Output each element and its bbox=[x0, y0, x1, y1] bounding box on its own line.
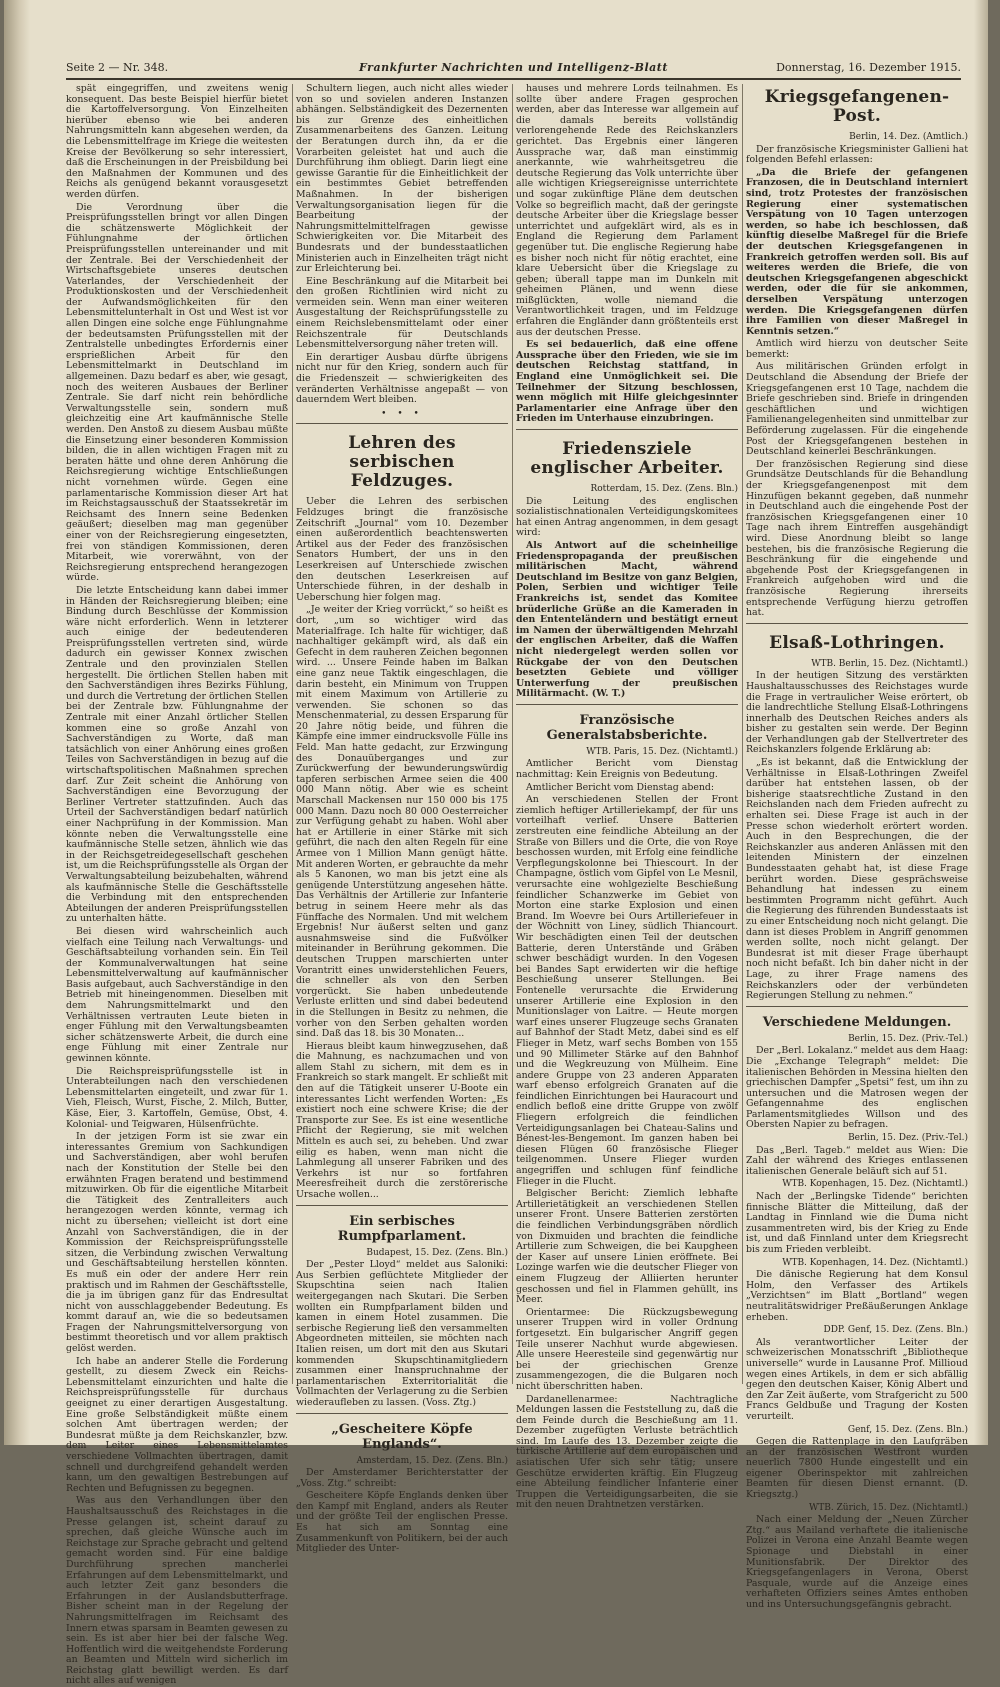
column-2 bbox=[296, 83, 508, 1555]
section-rule bbox=[296, 423, 508, 424]
article-paragraph: Dardanellenarmee: Nachtragliche Meldungen lassen die Feststellung zu, daß die dem Feinde durch die Beschießung am 11. Dezember zugefügten Verluste beträchtlich sind. Im Laufe des 13. Dezember zeigte die türkische Artillerie auf dem europäischen und asiatischen Ufer sich sehr tätig; unsere Geschütze erwiderten kräftig. Ein Flugzeug eine Abteilung feindlicher Infanterie einer Truppen die Verteidigungsarbeiten, die sie mit den neuen Drahtnetzen verstärken. bbox=[516, 1393, 738, 1511]
article-paragraph: Die dänische Regierung hat dem Konsul Holm, den Verfasser des Artikels „Verzichtsen“ im Blatt „Bortland“ wegen neutralitätswidriger Preßäußerungen Anklage erheben. bbox=[746, 1269, 968, 1323]
article-paragraph: Nach der „Berlingske Tidende“ berichten finnische Blätter die Mitteilung, daß der Landtag in Finnland wie die Duma nicht zusammentreten wird, bis der Krieg zu Ende ist, und daß Finnland unter dem Kriegsrecht bis zum Frieden verbleibt. bbox=[746, 1191, 968, 1255]
column-rule bbox=[512, 84, 513, 1384]
dateline: WTB. Kopenhagen, 15. Dez. (Nichtamtl.) bbox=[782, 1179, 968, 1190]
article-paragraph: In der heutigen Sitzung des verstärkten Haushaltausschusses des Reichstages wurde die Frage in vertraulicher Weise erörtert, ob die landrechtliche Stellung Elsaß-Lothringens innerhalb des Deutschen Reiches anders als bisher zu gestalten sein werde. Der Beginn der Verhandlungen gab der Stellvertreter des Reichskanzlers folgende Erklärung ab: bbox=[746, 670, 968, 756]
dateline: WTB. Kopenhagen, 14. Dez. (Nichtamtl.) bbox=[782, 1257, 968, 1268]
article-paragraph: „Es ist bekannt, daß die Entwicklung der Verhältnisse in Elsaß-Lothringen Zweifel darüber hat entstehen lassen, ob der bisherige staatsrechtliche Zustand in den Reichslanden nach dem Frieden aufrecht zu erhalten sei. Diese Frage ist auch in der Presse schon wiederholt erörtert worden. Auch in den Besprechungen, die der Reichskanzler aus anderen Anlässen mit den leitenden Ministern der einzelnen Bundesstaaten gehabt hat, ist diese Frage berührt worden. Diese gesprächsweise Behandlung hat indessen zu einem bestimmten Programm nicht geführt. Auch die Regierung des führenden Bundesstaats ist zu einer Entscheidung noch nicht gelangt. Die dann ist dieses Problem in Angriff genommen werden sollte, noch nicht gelangt. Der Bundesrat ist mit dieser Frage überhaupt noch nicht befaßt. Ich bin daher nicht in der Lage, zu ihrer Frage namens des Reichskanzlers oder der verbündeten Regierungen Stellung zu nehmen.“ bbox=[746, 757, 968, 1002]
article-paragraph: Schultern liegen, auch nicht alles wieder von so und sovielen anderen Instanzen abhängen. Selbständigkeit des Dezernenten bis zur Grenze des einheitlichen Zusammenarbeitens des Ganzen. Leitung der Beratungen durch ihn, da er die Vorarbeiten geleistet hat und auch die Durchführung ihm obliegt. Darin liegt eine gewisse Garantie für die Einheitlichkeit der ein bestimmtes Gebiet betreffenden Maßnahmen. In der bisherigen Verwaltungsorganisation liegen für die Bearbeitung der Nahrungsmittelmittelfragen gewisse Schwierigkeiten vor. Die Mitarbeit des Bundesrats und der bundesstaatlichen Ministerien auch in Einzelheiten trägt nicht zur Erleichterung bei. bbox=[296, 83, 508, 275]
dateline: WTB. Berlin, 15. Dez. (Nichtamtl.) bbox=[811, 658, 968, 669]
article-paragraph: Die letzte Entscheidung kann dabei immer in Händen der Reichsregierung bleiben; eine Bindung durch Beschlüsse der Kommission wäre nicht erforderlich. Wenn in letzterer auch einige der bedeutenderen Preisprüfungsstellen vertreten sind, würde dadurch ein gewisser Konnex zwischen Zentrale und den provinzialen Stellen hergestellt. Die örtlichen Stellen haben mit den Sachverständigen ihres Bezirks Fühlung, und durch die Vertretung der örtlichen Stellen bei der Zentrale bzw. Fühlungnahme der Zentrale mit einer Anzahl örtlicher Stellen kommen eine so große Anzahl von Sachverständigen zu Worte, daß man tatsächlich von einer Anhörung eines großen Teiles von Sachverständigen in bezug auf die wirtschaftspolitischen Maßnahmen sprechen darf. Zur Zeit scheint die Anhörung von Sachverständigen eine Bevorzugung der Berliner Vertreter stattzufinden. Auch das Urteil der Sachverständigen bedarf natürlich einer Nachprüfung in der Kommission. Man könnte neben die Verwaltungsstelle eine kaufmännische Stelle setzen, ähnlich wie das in der Reichsgetreidegesellschaft geschehen ist, um die Reichsprüfungsstelle als Organ der Verwaltungsabteilung beizubehalten, während als kaufmännische Stelle die Geschäftsstelle die Verbindung mit den entsprechenden Abteilungen der anderen Preisprüfungsstellen zu unterhalten hätte. bbox=[66, 584, 289, 925]
news-item bbox=[746, 1179, 968, 1255]
article-paragraph: spät eingegriffen, und zweitens wenig konsequent. Das beste Beispiel hierfür bietet die Kartoffelversorgung. Von Einzelheiten hierüber ebenso wie bei anderen Nahrungsmitteln kann abgesehen werden, da die Lebensmittelfrage im Kriege die weitesten Kreise der Bevölkerung so sehr interessiert, daß die Erscheinungen in der Preisbildung bei den Maßnahmen der Kommunen und des Reichs als genügend bekannt vorausgesetzt werden dürfen. bbox=[66, 83, 288, 200]
article-paragraph: Die Reichspreisprüfungsstelle ist in Unterabteilungen nach den verschiedenen Lebensmittelarten eingeteilt, und zwar für 1. Vieh, Fleisch, Wurst, Fische, 2. Milch, Butter, Käse, Eier, 3. Kartoffeln, Gemüse, Obst, 4. Kolonial- und Teigwaren, Hülsenfrüchte. bbox=[66, 1065, 288, 1130]
news-item bbox=[746, 1034, 968, 1131]
article-paragraph: Amtlicher Bericht vom Dienstag nachmittag: Kein Ereignis von Bedeutung. bbox=[516, 758, 738, 781]
masthead-title: Frankfurter Nachrichten und Intelligenz-Blatt bbox=[359, 61, 668, 74]
dateline: Berlin, 15. Dez. (Priv.-Tel.) bbox=[848, 1033, 968, 1044]
dateline: WTB. Paris, 15. Dez. (Nichtamtl.) bbox=[586, 746, 738, 757]
headline-friedensziele: Friedensziele englischer Arbeiter. bbox=[530, 439, 724, 478]
headline-verschiedene-meldungen: Verschiedene Meldungen. bbox=[762, 1014, 952, 1030]
page-number: Seite 2 — Nr. 348. bbox=[66, 61, 169, 74]
article-paragraph: Die Verordnung über die Preisprüfungsstellen bringt vor allen Dingen die schätzenswerte Möglichkeit der Fühlungnahme der örtlichen Preisprüfungsstellen untereinander und mit der Zentrale. Bei der Verschiedenheit der Wirtschaftsgebiete unseres deutschen Vaterlandes, der Verschiedenheit der Produktionskosten und der Verschiedenheit der Aufwandsmöglichkeiten für den Lebensmittelunterhalt in Ost und West ist vor allen Dingen eine solche enge Fühlungnahme der bedeutsamsten Prüfungsstellen mit der Zentralstelle unbedingtes Erfordernis einer ersprießlichen Arbeit für den Lebensmittelmarkt in Deutschland im allgemeinen. Dazu bedarf es aber, wie gesagt, noch des weiteren Ausbaues der Berliner Zentrale. Sie darf nicht rein behördliche Verwaltungsstelle sein, sondern muß gleichzeitig eine Art kaufmännische Stelle werden. Den Anstoß zu diesem Ausbau müßte die Einsetzung einer besonderen Kommission bilden, die in allen wichtigen Fragen mit zu beraten hätte und ohne deren Anhörung die Reichsregierung wichtige Entschließungen nicht vornehmen würde. Gegen eine parlamentarische Kommission dieser Art hat im Reichstagsausschuß der Staatssekretär im Reichsamt des Innern seine Bedenken geäußert; dieselben mag man gegenüber einer von der Reichsregierung eingesetzten, frei von ständigen Kommissionen, deren Mitarbeit, wie vorerwähnt, von der Reichsregierung entsprechend herangezogen würde. bbox=[66, 201, 288, 584]
article-paragraph: „Je weiter der Krieg vorrückt,“ so heißt es dort, „um so wichtiger wird das Materialfrage. Ich halte für wichtiger, daß nachhaltiger gekämpft wird, als daß ein Gefecht in dem rauheren Zeichen begonnen wird. ... Unsere Feinde haben im Balkan eine ganz neue Taktik eingeschlagen, die darin besteht, ein Minimum von Truppen mit einem Maximum von Artillerie zu verwenden. Sie schonen so das Menschenmaterial, zu dessen Ersparung für 20 Jahre nötig beide, und führen die Kämpfe eine immer eindrucksvolle Fülle ins Feld. Man hatte gedacht, zur Erzwingung des Donauüberganges und zur Zurückwerfung der bewunderungswürdig tapferen serbischen Armee seien die 400 000 Mann nötig. Aber wie es scheint Marschall Mackensen nur 150 000 bis 175 000 Mann. Dazu noch 80 000 Oesterreicher zur Verfügung gehabt zu haben. Wohl aber hat er Artillerie in einer Stärke mit sich geführt, die nach den alten Regeln für eine Armee von 1 Million Mann genügt hätte. Mit anderen Worten, er gebrauchte da mehr als 5 Kanonen, wo man bis jetzt eine als genügende Unterstützung angesehen hätte. Das Verhältnis der Artillerie zur Infanterie betrug in seinem Heere mehr als das Fünffache des Normalen. Und mit welchem Ergebnis! Nur äußerst selten und ganz ausnahmsweise sind die Fußvölker miteinander in Berührung gekommen. Die deutschen Truppen marschierten unter Vorantritt eines unwiderstehlichen Feuers, die schneller als von den Serben vorgerückt. Sie haben unbedeutende Verluste erlitten und sind dabei bedeutend in die Stellungen in Besitz zu nehmen, die vorher von den Serben gehalten worden sind. Daß das 18. bis 30 Monaten... bbox=[296, 604, 508, 1040]
article-paragraph: Orientarmee: Die Rückzugsbewegung unserer Truppen wird in voller Ordnung fortgesetzt. Ein bulgarischer Angriff gegen Teile unserer Nachhut wurde abgewiesen. Alle unsere Heeresteile sind gegenwärtig nur bei der griechischen Grenze zusammengezogen, die die Bulgaren noch nicht überschritten haben. bbox=[516, 1306, 738, 1392]
article-paragraph: Ueber die Lehren des serbischen Feldzuges bringt die französische Zeitschrift „Journal“ vom 10. Dezember einen außerordentlich beachtenswerten Artikel aus der Feder des französischen Senators Humbert, der uns in den Leserkreisen auf Unterschiede zwischen den deutschen Leserkreisen auf Unterschiede führen, in der deshalb in Ueberschung hier folgen mag. bbox=[296, 496, 508, 603]
article-paragraph: „Da die Briefe der gefangenen Franzosen, die in Deutschland interniert sind, trotz Protestes der französischen Regierung einer systematischen Verspätung von 10 Tagen unterzogen werden, so habe ich beschlossen, daß künftig dieselbe Maßregel für die Briefe der deutschen Kriegsgefangenen in Frankreich getroffen werden soll. Bis auf weiteres werden die Briefe, die von deutschen Kriegsgefangenen abgeschickt werden, oder die für sie ankommen, derselben Verspätung unterzogen werden. Die Kriegsgefangenen dürfen ihre Familien von dieser Maßregel in Kenntnis setzen.“ bbox=[746, 166, 968, 337]
column-3 bbox=[516, 83, 738, 1511]
article-paragraph: hauses und mehrere Lords teilnahmen. Es sollte über andere Fragen gesprochen werden, aber das Interesse war allgemein auf die damals bereits vollständig verlorengehende Rede des Reichskanzlers gerichtet. Das Ergebnis einer längeren Aussprache war, daß man einstimmig anerkannte, wie wahrheitsgetreu die deutsche Regierung das Volk unterrichte über alle wichtigen Kriegsereignisse unterrichtete und sogar zukünftige Pläne dem deutschen Volke so begreiflich macht, daß der geringste deutsche Arbeiter über die Kriegslage besser unterrichtet und aufgeklärt wird, als es in England die Regierung dem Parlament gegenüber tut. Die englische Regierung habe es bisher noch nicht für nötig erachtet, eine klare Uebersicht über die Kriegslage zu geben; überall tappe man im Dunkeln mit geheimen Plänen, und wenn diese mißglückten, wolle niemand die Verantwortlichkeit tragen, und im Feldzuge erfahren die Engländer dann größtenteils erst aus der deutschen Presse. bbox=[516, 83, 738, 338]
article-paragraph: Der „Pester Lloyd“ meldet aus Saloniki: Aus Serbien geflüchtete Mitglieder der Skupschtina seien nach Italien weitergegangen nach Skutari. Die Serben wollten ein Rumpfparlament bilden und kamen in einem Hotel zusammen. Die serbische Regierung ließ den versammelten Abgeordneten mitteilen, sie möchten nach Italien reisen, um dort mit den aus Skutari kommenden Skupschtinamitgliedern zusammen einer Inanspruchnahme der parlamentarischen Exterritorialität die Vollmachten der Verlagerung zu die Serbien wiederaufleben zu lassen. (Voss. Ztg.) bbox=[296, 1259, 508, 1408]
section-rule bbox=[296, 1205, 508, 1206]
column-rule bbox=[742, 84, 743, 1384]
news-item bbox=[746, 1425, 968, 1501]
section-rule bbox=[516, 429, 738, 430]
article-paragraph: Der „Berl. Lokalanz.“ meldet aus dem Haag: Die „Exchange Telegraph“ meldet: Die italienischen Behörden in Messina hielten den griechischen Dampfer „Spetsi“ fest, um ihn zu untersuchen und die Matrosen wegen der Gefangennahme des englischen Parlamentsmitgliedes Willson und des Obersten Napier zu befragen. bbox=[746, 1045, 968, 1131]
page-spine bbox=[4, 0, 30, 1445]
section-rule bbox=[746, 623, 968, 624]
headline-feldzug: Lehren des serbischen Feldzuges. bbox=[348, 433, 456, 492]
article-paragraph: Eine Beschränkung auf die Mitarbeit bei den großen Richtlinien wird nicht zu vermeiden sein. Wenn man einer weiteren Ausgestaltung der Reichsprüfungsstelle zu einem Reichslebensmittelamt oder einer Reichszentrale für Deutschlands Lebensmittelversorgung näher treten will. bbox=[296, 275, 508, 351]
section-rule bbox=[746, 1006, 968, 1007]
article-paragraph: Nach einer Meldung der „Neuen Zürcher Ztg.“ aus Mailand verhaftete die italienische Polizei in Verona eine Anzahl Beamte wegen Spionage und Diebstahl in einer Munitionsfabrik. Der Direktor des Kriegsgefangenlagers in Verona, Oberst Pasquale, wurde auf die Anzeige eines verhafteten Offiziers seines Amtes enthoben und ins Untersuchungsgefängnis gebracht. bbox=[746, 1514, 968, 1610]
dateline: Amsterdam, 15. Dez. (Zens. Bln.) bbox=[356, 1455, 508, 1466]
headline-koepfe: „Gescheitere Köpfe Englands“. bbox=[331, 1421, 473, 1452]
dateline: Berlin, 14. Dez. (Amtlich.) bbox=[849, 132, 968, 142]
news-item bbox=[746, 1133, 968, 1177]
article-paragraph: Der Amsterdamer Berichterstatter der „Voss. Ztg.“ schreibt: bbox=[296, 1467, 508, 1489]
dateline: DDP. Genf, 15. Dez. (Zens. Bln.) bbox=[823, 1325, 968, 1336]
article-paragraph: Gescheitere Köpfe Englands denken über den Kampf mit England, anders als Reuter und der größte Teil der englischen Presse. Es hat sich am Sonntag eine Zusammenkunft von Politikern, bei der auch Mitglieder des Unter- bbox=[296, 1490, 508, 1555]
article-paragraph: Der französischen Regierung sind diese Grundsätze Deutschlands für die Behandlung der Kriegsgefangenenpost mit dem Hinzufügen bekannt gegeben, daß nunmehr in Deutschland auch die eingehende Post der französischen Kriegsgefangenen einer 10 Tage nach ihrem Eintreffen ausgehändigt wird. Diese Anordnung bleibt so lange bestehen, bis die französische Regierung die Beschränkung für die eingehende und abgehende Post der Kriegsgefangenen in Frankreich aufgehoben wird und die französische Regierung ihrerseits entsprechende Verfügung hierzu getroffen hat. bbox=[746, 458, 968, 619]
article-paragraph: Als Antwort auf die scheinheilige Friedenspropaganda der preußischen militärischen Macht, während Deutschland im Besitze von ganz Belgien, Polen, Serbien und wichtiger Teile Frankreichs ist, sendet das Komitee brüderliche Grüße an die Kameraden in den Ententeländern und bestätigt erneut im Namen der überwältigenden Mehrzahl der englischen Arbeiter, daß die Waffen nicht niedergelegt werden sollen vor Rückgabe der von den Deutschen besetzten Gebiete und völliger Unterwerfung der preußischen Militärmacht. (W. T.) bbox=[516, 539, 738, 700]
news-item bbox=[746, 1258, 968, 1324]
section-rule bbox=[516, 704, 738, 705]
article-paragraph: Das „Berl. Tageb.“ meldet aus Wien: Die Zahl der während des Krieges entlassenen italienischen Generale beläuft sich auf 51. bbox=[746, 1144, 968, 1177]
page-edge bbox=[974, 0, 988, 1445]
article-paragraph: Belgischer Bericht: Ziemlich lebhafte Artillerietätigkeit an verschiedenen Stellen unserer Front. Unsere Batterien zerstörten die feindlichen Verbindungsgräben nördlich von Dixmuiden und brachten die feindliche Artillerie zum Schweigen, die bei Kaupgheen der Kaser auf unsere Linien eröffnete. Bei Lozinge warfen wie die deutscher Flieger von einem Flugzeug der Alliierten herunter geschossen und fiel in Flammen gehüllt, ins Meer. bbox=[516, 1188, 738, 1306]
article-paragraph: Amtlich wird hierzu von deutscher Seite bemerkt: bbox=[746, 338, 968, 360]
article-paragraph: Bei diesen wird wahrscheinlich auch vielfach eine Teilung nach Verwaltungs- und Geschäftsabteilung vorhanden sein. Ein Teil der Kommunalverwaltungen hat seine Lebensmittelverwaltung auf kaufmännischer Basis aufgebaut, auch Sachverständige in den Betrieb mit hineingenommen. Dieselben mit dem Nahrungsmittelmarkt und den Verhältnissen vertrauten Leute bieten in enger Fühlung mit den Verwaltungsbeamten sicher schätzenswerte Arbeit, die durch eine enge Fühlung mit einer Zentrale nur gewinnen könnte. bbox=[66, 925, 288, 1065]
issue-date: Donnerstag, 16. Dezember 1915. bbox=[776, 61, 961, 74]
column-1 bbox=[66, 83, 289, 1687]
headline-kriegsgefangenen-post: Kriegsgefangenen-Post. bbox=[764, 87, 950, 126]
article-paragraph: Was aus den Verhandlungen über den Haushaltsausschuß des Reichstages in die Presse gelangen ist, scheint darauf zu sprechen, daß gleiche Wünsche auch im Reichstage zur Sprache gebracht und geltend gemacht worden sind. Für eine baldige Durchführung sprechen mancherlei Erfahrungen auf dem Lebensmittelmarkt, und auch letzter Zeit ganz besonders die Erfahrungen in der Auslandsbutterfrage. Bisher scheint man in der Regelung der Nahrungsmittelfragen im Reichsamt des Innern etwas sparsam in Beamten gewesen zu sein. Es ist aber hier bei der falsche Weg. Hoffentlich wird die weitgehendste Forderung an Beamten und Mitteln wird sicherlich im Reichstag glatt bewilligt werden. Es darf nicht alles auf wenigen bbox=[66, 1495, 288, 1687]
article-paragraph: Aus militärischen Gründen erfolgt in Deutschland die Absendung der Briefe der Kriegsgefangenen erst 10 Tage, nachdem die Briefe geschrieben sind. Briefe in dringenden geschäftlichen und wichtigen Familienangelegenheiten sind unmittelbar zur Beförderung zugelassen. Für die eingehende Post der Kriegsgefangenen bestehen in Deutschland keinerlei Beschränkungen. bbox=[746, 361, 968, 458]
dateline: Genf, 15. Dez. (Zens. Bln.) bbox=[847, 1424, 968, 1435]
article-paragraph: Es sei bedauerlich, daß eine offene Aussprache über den Frieden, wie sie im deutschen Reichstag stattfand, in England eine Unmöglichkeit sei. Die Teilnehmer der Sitzung beschlossen, wenn möglich mit Hilfe gleichgesinnter Parlamentarier eine Anfrage über den Frieden im Unterhause einzubringen. bbox=[516, 339, 738, 425]
column-rule bbox=[292, 84, 293, 1384]
dateline: Rotterdam, 15. Dez. (Zens. Bln.) bbox=[590, 484, 738, 494]
article-paragraph: An verschiedenen Stellen der Front ziemlich heftiger Artilleriekampf, der für uns vorteilhaft verlief. Unsere Batterien zerstreuten eine feindliche Abteilung an der Straße von Billers und die Orte, die von Roye beschossen wurden, mit Erfolg eine feindliche Verpflegungskolonne bei Thiescourt. In der Champagne, östlich vom Gipfel von Le Mesnil, verursachte eine wohlgezielte Beschießung feindlicher Schanzwerke im Gebiet von Morton eine starke Explosion und einen Brand. Im Woevre bei Ours Artilleriefeuer in der Wöchnitt von Liney, südlich Thiancourt. Wir beschädigten einen Teil der deutschen Batterie, deren Unterstände und Gräben schwer beschädigt wurden. In den Vogesen bei Bandes Sapt erwiderten wir die heftige Beschießung unserer Stellungen. Bei Fontenelle verursachte die Erwiderung unserer Artillerie eine Explosion in den Munitionslager von Laitre. — Heute morgen warf eines unserer Flugzeuge sechs Granaten auf Bahnhof der Stadt Metz, dabei sind es elf Flieger in Metz, warf sechs Bomben von 155 und 90 Millimeter Stärke auf den Bahnhof und die Wegkreuzung von Mülheim. Eine andere Gruppe von 23 anderen Apparaten warf ebenso erfolgreich Granaten auf die feindlichen Einrichtungen bei Hauracourt und endlich befloß eine dritte Gruppe von zwölf Fliegern erfolgreich die feindlichen Verteidigungsanlagen bei Chateau-Salins und Bénest-les-Bengemont. Im ganzen haben bei diesen Flügen 60 französische Flieger teilgenommen. Unsere Flieger wurden angegriffen und schlugen fünf feindliche Flieger in die Flucht. bbox=[516, 794, 738, 1187]
dateline: WTB. Zürich, 15. Dez. (Nichtamtl.) bbox=[808, 1502, 968, 1513]
article-paragraph: Amtlicher Bericht vom Dienstag abend: bbox=[526, 781, 715, 793]
news-item bbox=[746, 1325, 968, 1422]
page-header bbox=[66, 58, 961, 80]
article-paragraph: Gegen die Rattenplage in den Laufgräben an der französischen Westfront wurden neuerlich 7800 Hunde eingestellt und ein eigener Oberinspektor mit zahlreichen Beamten für diesen Dienst ernannt. (D. Kriegsztg.) bbox=[746, 1436, 968, 1501]
section-separator: • • • bbox=[381, 408, 423, 419]
dateline: Berlin, 15. Dez. (Priv.-Tel.) bbox=[848, 1133, 968, 1144]
column-4 bbox=[746, 84, 968, 1610]
article-paragraph: Als verantwortlicher Leiter der schweizerischen Monatsschrift „Bibliotheque universelle“ wurde in Lausanne Prof. Millioud wegen eines Artikels, in dem er sich abfällig gegen den deutschen Kaiser, König Albert und den Zar Zeit äußerte, vom Strafgericht zu 500 Francs Geldbuße und Tragung der Kosten verurteilt. bbox=[746, 1336, 968, 1422]
article-paragraph: Ich habe an anderer Stelle die Forderung gestellt, zu diesem Zweck ein Reichs-Lebensmittelamt einzurichten und halte die Reichspreisprüfungsstelle für durchaus geeignet zu einer derartigen Ausgestaltung. Eine große Selbständigkeit müßte einem solchen Amt übertragen werden; der Bundesrat müßte ja dem Reichskanzler, bzw. dem Leiter eines Lebensmittelamtes verschiedene Vollmachten übertragen, damit schnell und durchgreifend gehandelt werden kann, um den gewaltigen Bestrebungen auf Rechten und Befugnissen zu begegnen. bbox=[66, 1355, 288, 1494]
headline-generalstab: Französische Generalstabsberichte. bbox=[546, 712, 708, 743]
article-paragraph: Der französische Kriegsminister Gallieni hat folgenden Befehl erlassen: bbox=[746, 143, 968, 166]
headline-elsass-lothringen: Elsaß-Lothringen. bbox=[769, 632, 945, 653]
article-paragraph: Ein derartiger Ausbau dürfte übrigens nicht nur für den Krieg, sondern auch für die Friedenszeit — schwierigkeiten des veränderten Verhältnisse angepaßt — von dauerndem Wert bleiben. bbox=[296, 351, 508, 406]
news-item bbox=[746, 1503, 968, 1611]
article-paragraph: In der jetzigen Form ist sie zwar ein interessantes Gremium von Sachkundigen und Sachverständigen, aber wohl berufen nach der Konstitution der Stelle bei den erwähnten Fragen beratend und bestimmend mitzuwirken. Ob für die eigentliche Mitarbeit die Tätigkeit des Zentralleiters auch herangezogen werden könnte, vermag ich nicht zu übersehen; vielleicht ist dort eine Anzahl von Sachverständigen, die in der Kommission der Reichspreisprüfungsstelle sitzen, die Verbindung zwischen Verwaltung und Geschäftsabteilung herstellen könnten. Es muß ein oder der andere Herr rein praktisch und im Rahmen der Geschäftsstelle, die ja im übrigen ganz für das Endresultat nicht von ausschlaggebender Bedeutung. Es kommt darauf an, wie die so bedeutsamen Fragen der Nahrungsmittelversorgung von bestimmt theoretisch und vor allem praktisch gelöst werden. bbox=[66, 1131, 288, 1355]
section-rule bbox=[296, 1413, 508, 1414]
article-paragraph: Hieraus bleibt kaum hinwegzusehen, daß die Mahnung, es nachzumachen und von allem Stahl zu sichern, mit dem es in Frankreich so stark mangelt. Er schließt mit den auf die Tätigkeit unserer U-Boote ein interessantes Licht werfenden Worten: „Es existiert noch eine schwere Krise; die der Transporte zur See. Es ist eine wesentliche Pflicht der Regierung, sie mit welchen Mitteln es auch sei, zu beheben. Und zwar eilig es haben, wenn man nicht die Lahmlegung all unserer Fabriken und des Verkehrs ist nur so fortfahren Meeresfreiheit durch die zerstörerische Ursache wollen... bbox=[296, 1040, 508, 1200]
dateline: Budapest, 15. Dez. (Zens. Bln.) bbox=[366, 1247, 508, 1258]
headline-rumpfparlament: Ein serbisches Rumpfparlament. bbox=[337, 1213, 467, 1244]
newspaper-page bbox=[4, 0, 988, 1687]
article-paragraph: Die Leitung des englischen sozialistischnationalen Verteidigungskomitees hat einen Antrag angenommen, in dem gesagt wird: bbox=[516, 495, 738, 539]
